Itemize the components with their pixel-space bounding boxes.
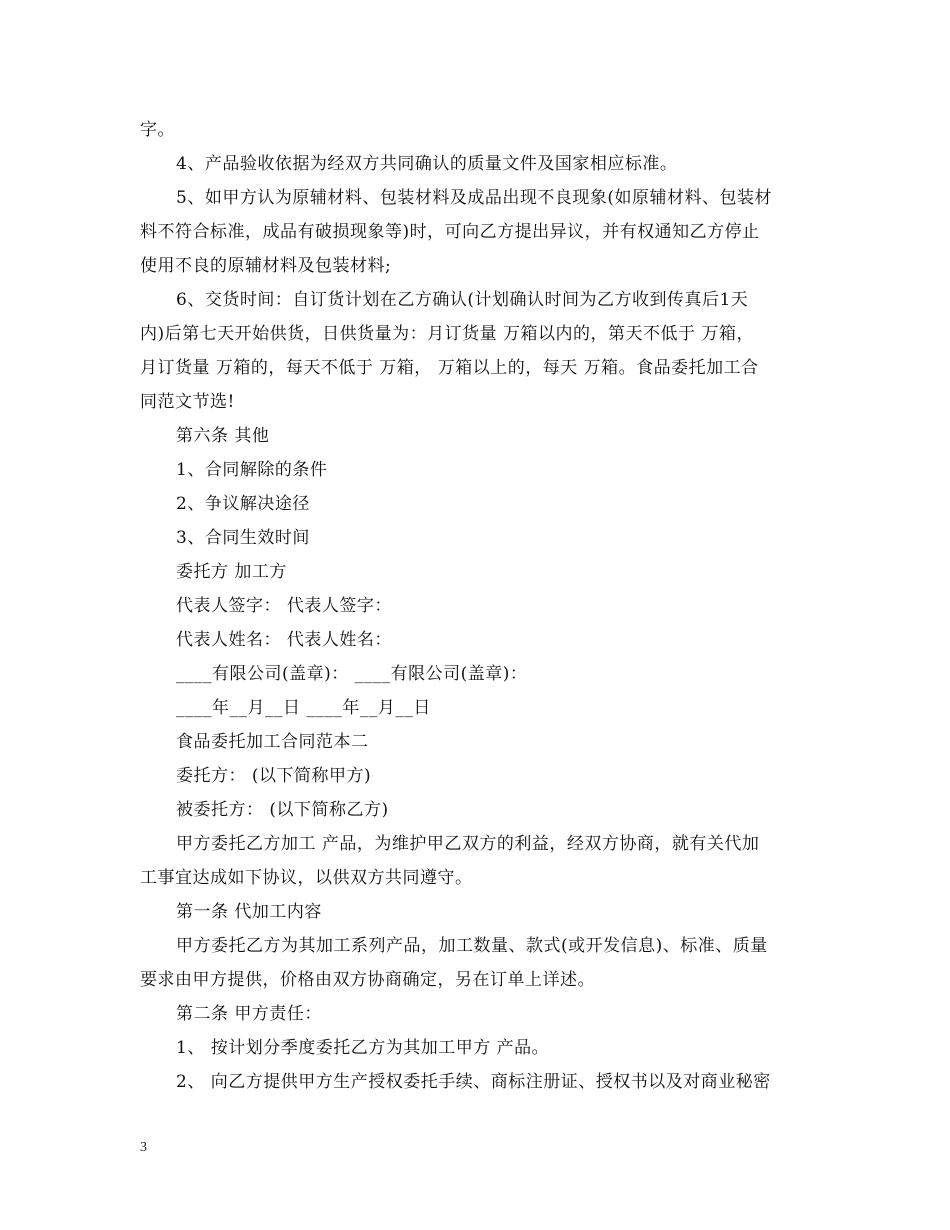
text-line: 工事宜达成如下协议，以供双方共同遵守。 (140, 868, 473, 888)
page-number: 3 (140, 1140, 147, 1155)
text-line: 4、产品验收依据为经双方共同确认的质量文件及国家相应标准。 (176, 154, 678, 174)
text-line: 代表人签字： 代表人签字： (176, 596, 392, 616)
text-line: 委托方 加工方 (176, 562, 287, 582)
text-line: 代表人姓名： 代表人姓名： (176, 630, 392, 650)
section-heading: 第一条 代加工内容 (176, 902, 322, 922)
text-line: 委托方： (以下简称甲方) (176, 766, 372, 786)
text-line: 被委托方： (以下简称乙方) (176, 800, 389, 820)
text-line: 甲方委托乙方加工 产品，为维护甲乙双方的利益，经双方协商，就有关代加 (176, 834, 760, 854)
text-line: ____有限公司(盖章)： ____有限公司(盖章)： (176, 664, 528, 684)
section-heading: 第六条 其他 (176, 426, 270, 446)
text-line: 3、合同生效时间 (176, 528, 310, 548)
section-heading: 第二条 甲方责任： (176, 1004, 322, 1024)
text-line: 1、 按计划分季度委托乙方为其加工甲方 产品。 (176, 1038, 550, 1058)
text-line: 料不符合标准，成品有破损现象等)时，可向乙方提出异议，并有权通知乙方停止 (140, 222, 760, 242)
document-title: 食品委托加工合同范本二 (176, 732, 369, 752)
text-line: 5、如甲方认为原辅材料、包装材料及成品出现不良现象(如原辅材料、包装材 (176, 188, 772, 208)
text-line: 1、合同解除的条件 (176, 460, 328, 480)
text-line: 内)后第七天开始供货，日供货量为：月订货量 万箱以内的，第天不低于 万箱， (140, 324, 754, 344)
text-line: 2、 向乙方提供甲方生产授权委托手续、商标注册证、授权书以及对商业秘密 (176, 1072, 771, 1092)
text-line: 同范文节选! (140, 392, 235, 412)
text-line: 6、交货时间：自订货计划在乙方确认(计划确认时间为乙方收到传真后1天 (176, 290, 749, 310)
text-line: 2、争议解决途径 (176, 494, 310, 514)
text-line: ____年__月__日 ____年__月__日 (176, 698, 431, 718)
text-line: 字。 (140, 120, 175, 140)
text-line: 甲方委托乙方为其加工系列产品，加工数量、款式(或开发信息)、标准、质量 (176, 936, 768, 956)
text-line: 月订货量 万箱的，每天不低于 万箱， 万箱以上的，每天 万箱。食品委托加工合 (140, 358, 759, 378)
text-line: 要求由甲方提供，价格由双方协商确定，另在订单上详述。 (140, 970, 595, 990)
text-line: 使用不良的原辅材料及包装材料; (140, 256, 392, 276)
